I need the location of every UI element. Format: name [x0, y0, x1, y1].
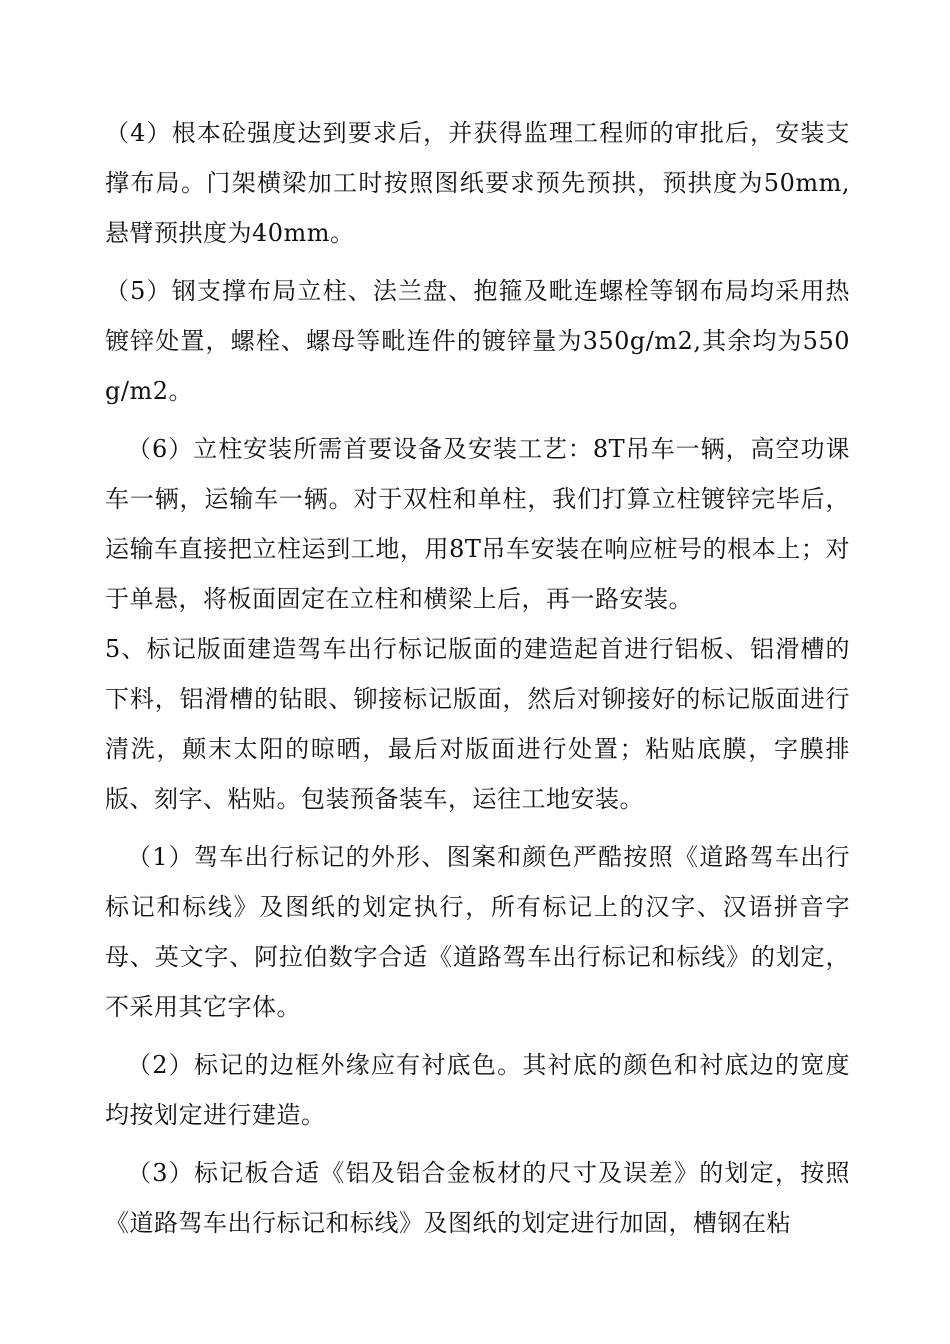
paragraph-4-concrete-strength: （4）根本砼强度达到要求后，并获得监理工程师的审批后，安装支撑布局。门架横梁加工时按照图纸要求预先预拱，预拱度为50mm,悬臂预拱度为40mm。 — [105, 119, 850, 247]
paragraph-section-5-sign-fabrication: 5、标记版面建造驾车出行标记版面的建造起首进行铝板、铝滑槽的下料，铝滑槽的钻眼、铆接标记版面，然后对铆接好的标记版面进行清洗，颠末太阳的晾晒，最后对版面进行处置；粘贴底膜，字膜排版、刻字、粘贴。包装预备装车，运往工地安装。 — [105, 635, 850, 813]
paragraph-1-sign-shape: （1）驾车出行标记的外形、图案和颜色严酷按照《道路驾车出行标记和标线》及图纸的划定执行，所有标记上的汉字、汉语拼音字母、英文字、阿拉伯数字合适《道路驾车出行标记和标线》的划定，不采用其它字体。 — [105, 843, 850, 1021]
body-text — [105, 108, 850, 1248]
paragraph-3-sign-plate: （3）标记板合适《铝及铝合金板材的尺寸及误差》的划定，按照《道路驾车出行标记和标线》及图纸的划定进行加固，槽钢在粘 — [105, 1159, 850, 1237]
paragraph-6-column-installation: （6）立柱安装所需首要设备及安装工艺：8T吊车一辆，高空功课车一辆，运输车一辆。对于双柱和单柱，我们打算立柱镀锌完毕后，运输车直接把立柱运到工地，用8T吊车安装在响应桩号的根本上；对于单悬，将板面固定在立柱和横梁上后，再一路安装。 — [105, 435, 850, 613]
paragraph-2-border-background: （2）标记的边框外缘应有衬底色。其衬底的颜色和衬底边的宽度均按划定进行建造。 — [105, 1051, 850, 1129]
paragraph-5-galvanizing: （5）钢支撑布局立柱、法兰盘、抱箍及毗连螺栓等钢布局均采用热镀锌处置，螺栓、螺母等毗连件的镀锌量为350g/m2,其余均为550g/m2。 — [105, 277, 850, 405]
